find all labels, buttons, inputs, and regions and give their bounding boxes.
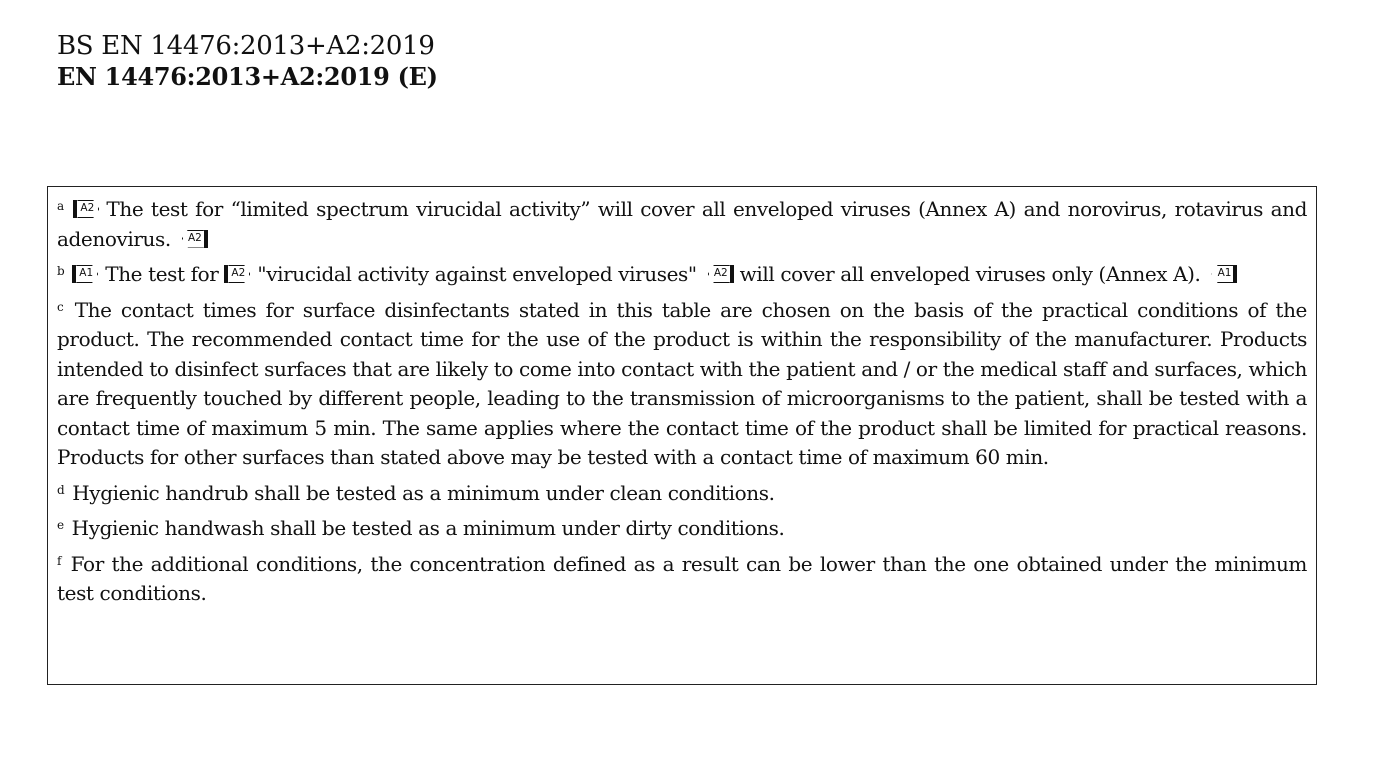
- footnote-a: [57, 195, 1307, 254]
- document-header: [57, 30, 438, 92]
- footnote-text: For the additional conditions, the concentration defined as a result can be lower than the one obtained under the minimum test conditions.: [57, 551, 1307, 605]
- footnote-f: [57, 550, 1307, 609]
- footnote-text: The test for “limited spectrum virucidal activity” will cover all enveloped viruses (Annex A) and norovirus, rotavirus and adenovirus.: [57, 197, 1307, 251]
- table-footnotes-box: [47, 186, 1317, 685]
- footnote-c: [57, 296, 1307, 473]
- footnote-text: will cover all enveloped viruses only (Annex A).: [739, 262, 1201, 286]
- footnote-d: [57, 479, 1307, 509]
- amendment-start-icon: A1: [72, 265, 102, 283]
- footnote-marker: f: [57, 553, 62, 568]
- footnote-b: [57, 260, 1307, 290]
- footnote-marker: d: [57, 482, 65, 497]
- footnote-marker: a: [57, 199, 64, 213]
- footnote-text: The contact times for surface disinfectants stated in this table are chosen on the basis of the practical conditions of the product. The recommended contact time for the use of the product is within the responsibility of the manufacturer. Products intended to disinfect surfaces that are likely to come into contact with the patient and / or the medical staff and surfaces, which are frequently touched by different people, leading to the transmission of microorganisms to the patient, shall be tested with a contact time of maximum 5 min. The same applies where the contact time of the product shall be limited for practical reasons. Products for other surfaces than stated above may be tested with a contact time of maximum 60 min.: [57, 297, 1307, 469]
- en-standard-number: EN 14476:2013+A2:2019 (E): [57, 62, 438, 91]
- footnote-marker: c: [57, 299, 64, 314]
- amendment-end-icon: A1: [1209, 265, 1237, 283]
- amendment-end-icon: A2: [706, 265, 734, 283]
- bs-standard-number: BS EN 14476:2013+A2:2019: [57, 31, 435, 61]
- amendment-end-icon: A2: [180, 230, 208, 248]
- footnote-text: Hygienic handwash shall be tested as a minimum under dirty conditions.: [71, 516, 785, 540]
- footnote-e: [57, 514, 1307, 544]
- amendment-start-icon: A2: [73, 200, 103, 218]
- amendment-start-icon: A2: [224, 265, 254, 283]
- footnote-marker: e: [57, 518, 64, 532]
- footnote-quoted-text: "virucidal activity against enveloped viruses": [257, 262, 697, 286]
- footnote-text: Hygienic handrub shall be tested as a minimum under clean conditions.: [72, 480, 775, 505]
- footnote-text: The test for: [105, 262, 219, 286]
- footnote-marker: b: [57, 264, 65, 278]
